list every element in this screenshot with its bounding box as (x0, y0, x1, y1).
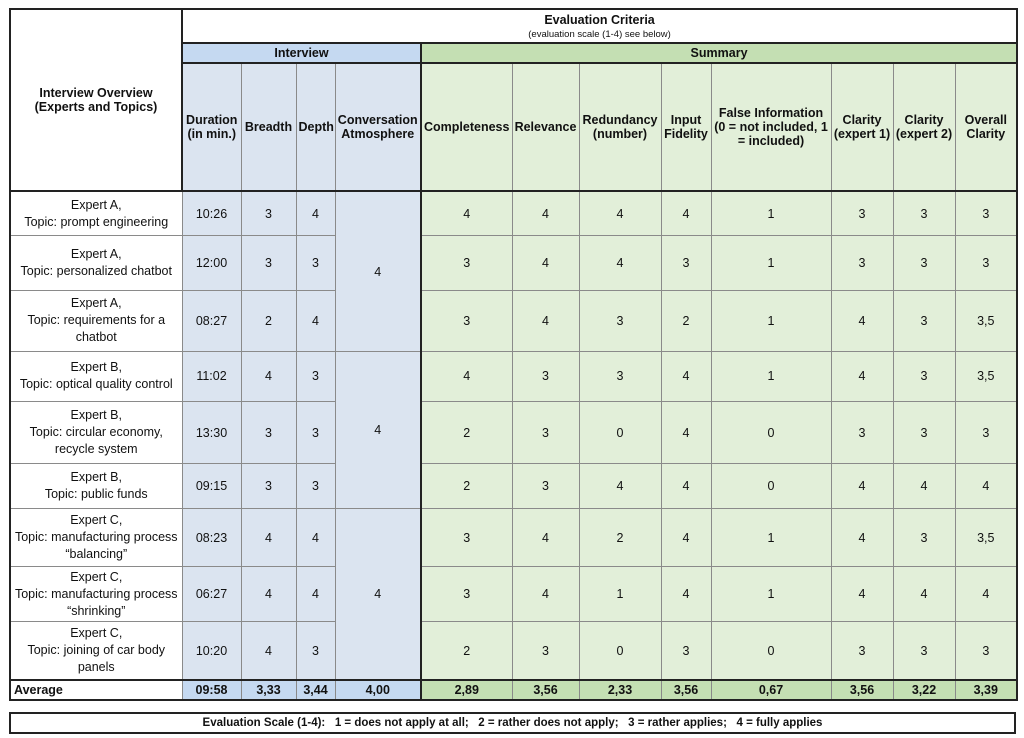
topic-cell (10, 191, 182, 235)
redundancy-cell: 4 (579, 235, 661, 290)
false-info-cell: 0 (711, 464, 831, 509)
expert-name: Expert B, (70, 470, 122, 485)
clarity1-cell: 3 (831, 235, 893, 290)
average-input-fidelity: 3,56 (661, 680, 711, 700)
depth-cell: 3 (296, 622, 335, 680)
expert-name: Expert B, (70, 360, 122, 375)
topic-name: Topic: public funds (44, 487, 148, 502)
breadth-cell: 3 (241, 191, 296, 235)
relevance-cell: 4 (512, 235, 579, 290)
redundancy-cell: 0 (579, 402, 661, 464)
average-clarity2: 3,22 (893, 680, 955, 700)
relevance-cell: 3 (512, 464, 579, 509)
topic-name: Topic: optical quality control (19, 377, 173, 392)
topic-cell (10, 567, 182, 622)
clarity1-cell: 3 (831, 191, 893, 235)
duration-cell: 09:15 (182, 464, 241, 509)
false-info-cell: 1 (711, 191, 831, 235)
overall-clarity-cell: 3 (955, 191, 1017, 235)
completeness-cell: 3 (421, 567, 512, 622)
clarity1-cell: 4 (831, 567, 893, 622)
clarity2-cell: 4 (893, 464, 955, 509)
input-fidelity-cell: 3 (661, 622, 711, 680)
completeness-cell: 3 (421, 290, 512, 351)
topic-name: Topic: requirements for a chatbot (27, 313, 166, 345)
col-breadth: Breadth (241, 63, 296, 191)
depth-cell: 3 (296, 351, 335, 401)
atmosphere-cell: 4 (335, 509, 421, 680)
relevance-cell: 4 (512, 290, 579, 351)
redundancy-cell: 1 (579, 567, 661, 622)
clarity2-cell: 3 (893, 351, 955, 401)
overall-clarity-cell: 3 (955, 235, 1017, 290)
col-redundancy: Redundancy (number) (579, 63, 661, 191)
table-row (10, 351, 1017, 401)
col-overall-clarity: Overall Clarity (955, 63, 1017, 191)
clarity1-cell: 4 (831, 464, 893, 509)
col-clarity1: Clarity (expert 1) (831, 63, 893, 191)
false-info-cell: 0 (711, 402, 831, 464)
input-fidelity-cell: 4 (661, 191, 711, 235)
average-overall-clarity: 3,39 (955, 680, 1017, 700)
col-input-fidelity: Input Fidelity (661, 63, 711, 191)
average-atmosphere: 4,00 (335, 680, 421, 700)
relevance-cell: 4 (512, 191, 579, 235)
topic-cell (10, 235, 182, 290)
input-fidelity-cell: 2 (661, 290, 711, 351)
false-info-cell: 1 (711, 290, 831, 351)
completeness-cell: 4 (421, 191, 512, 235)
clarity2-cell: 3 (893, 290, 955, 351)
breadth-cell: 4 (241, 509, 296, 567)
clarity2-cell: 3 (893, 622, 955, 680)
expert-name: Expert C, (70, 569, 123, 584)
duration-cell: 08:23 (182, 509, 241, 567)
table-row (10, 290, 1017, 351)
topic-cell (10, 402, 182, 464)
completeness-cell: 2 (421, 402, 512, 464)
overall-clarity-cell: 3 (955, 402, 1017, 464)
depth-cell: 3 (296, 235, 335, 290)
clarity1-cell: 3 (831, 622, 893, 680)
depth-cell: 4 (296, 290, 335, 351)
interview-group-header: Interview (182, 43, 421, 63)
clarity1-cell: 4 (831, 290, 893, 351)
input-fidelity-cell: 3 (661, 235, 711, 290)
relevance-cell: 4 (512, 509, 579, 567)
depth-cell: 3 (296, 402, 335, 464)
breadth-cell: 4 (241, 351, 296, 401)
average-row (10, 680, 1017, 700)
expert-name: Expert A, (70, 296, 122, 311)
redundancy-cell: 4 (579, 464, 661, 509)
atmosphere-cell: 4 (335, 191, 421, 351)
average-duration: 09:58 (182, 680, 241, 700)
topic-cell (10, 509, 182, 567)
false-info-cell: 0 (711, 622, 831, 680)
col-atmosphere: Conversation Atmosphere (335, 63, 421, 191)
table-row (10, 235, 1017, 290)
completeness-cell: 3 (421, 235, 512, 290)
topic-name: Topic: circular economy, recycle system (29, 425, 163, 457)
average-breadth: 3,33 (241, 680, 296, 700)
overall-clarity-cell: 3,5 (955, 290, 1017, 351)
average-relevance: 3,56 (512, 680, 579, 700)
topic-name: Topic: joining of car body panels (27, 643, 166, 675)
evaluation-scale-legend: Evaluation Scale (1-4): 1 = does not apply at all; 2 = rather does not apply; 3 = rather applies; 4 = fully applies (9, 712, 1016, 734)
overall-clarity-cell: 3,5 (955, 509, 1017, 567)
table-row (10, 191, 1017, 235)
table-row (10, 622, 1017, 680)
average-false-info: 0,67 (711, 680, 831, 700)
topic-cell (10, 464, 182, 509)
col-relevance: Relevance (512, 63, 579, 191)
criteria-header (182, 9, 1017, 43)
table-row (10, 402, 1017, 464)
completeness-cell: 2 (421, 464, 512, 509)
breadth-cell: 4 (241, 567, 296, 622)
expert-name: Expert B, (70, 408, 122, 423)
average-completeness: 2,89 (421, 680, 512, 700)
overview-header (10, 9, 182, 191)
relevance-cell: 4 (512, 567, 579, 622)
redundancy-cell: 3 (579, 290, 661, 351)
breadth-cell: 4 (241, 622, 296, 680)
criteria-note: (evaluation scale (1-4) see below) (528, 28, 671, 40)
false-info-cell: 1 (711, 351, 831, 401)
overall-clarity-cell: 4 (955, 567, 1017, 622)
duration-cell: 11:02 (182, 351, 241, 401)
clarity1-cell: 4 (831, 509, 893, 567)
depth-cell: 4 (296, 509, 335, 567)
topic-name: Topic: manufacturing process “balancing” (14, 530, 178, 562)
evaluation-table (9, 8, 1018, 701)
duration-cell: 06:27 (182, 567, 241, 622)
col-false-info: False Information (0 = not included, 1 = included) (711, 63, 831, 191)
duration-cell: 12:00 (182, 235, 241, 290)
topic-name: Topic: prompt engineering (24, 214, 169, 229)
false-info-cell: 1 (711, 509, 831, 567)
clarity2-cell: 3 (893, 191, 955, 235)
redundancy-cell: 0 (579, 622, 661, 680)
topic-name: Topic: manufacturing process “shrinking” (14, 586, 178, 618)
completeness-cell: 4 (421, 351, 512, 401)
average-redundancy: 2,33 (579, 680, 661, 700)
breadth-cell: 3 (241, 402, 296, 464)
breadth-cell: 2 (241, 290, 296, 351)
clarity1-cell: 4 (831, 351, 893, 401)
breadth-cell: 3 (241, 464, 296, 509)
redundancy-cell: 3 (579, 351, 661, 401)
topic-cell (10, 622, 182, 680)
summary-group-header: Summary (421, 43, 1017, 63)
expert-name: Expert C, (70, 626, 123, 641)
relevance-cell: 3 (512, 622, 579, 680)
input-fidelity-cell: 4 (661, 567, 711, 622)
col-duration: Duration (in min.) (182, 63, 241, 191)
clarity2-cell: 3 (893, 402, 955, 464)
depth-cell: 4 (296, 567, 335, 622)
topic-cell (10, 351, 182, 401)
col-clarity2: Clarity (expert 2) (893, 63, 955, 191)
input-fidelity-cell: 4 (661, 402, 711, 464)
topic-cell (10, 290, 182, 351)
depth-cell: 4 (296, 191, 335, 235)
clarity2-cell: 3 (893, 509, 955, 567)
table-row (10, 567, 1017, 622)
completeness-cell: 2 (421, 622, 512, 680)
duration-cell: 10:20 (182, 622, 241, 680)
col-completeness: Completeness (421, 63, 512, 191)
duration-cell: 08:27 (182, 290, 241, 351)
average-label: Average (10, 680, 182, 700)
topic-name: Topic: personalized chatbot (20, 263, 172, 278)
overall-clarity-cell: 3 (955, 622, 1017, 680)
duration-cell: 10:26 (182, 191, 241, 235)
duration-cell: 13:30 (182, 402, 241, 464)
clarity2-cell: 4 (893, 567, 955, 622)
col-depth: Depth (296, 63, 335, 191)
expert-name: Expert A, (70, 197, 122, 212)
average-clarity1: 3,56 (831, 680, 893, 700)
input-fidelity-cell: 4 (661, 464, 711, 509)
overview-title: Interview Overview (Experts and Topics) (34, 86, 158, 115)
completeness-cell: 3 (421, 509, 512, 567)
false-info-cell: 1 (711, 567, 831, 622)
overall-clarity-cell: 4 (955, 464, 1017, 509)
overall-clarity-cell: 3,5 (955, 351, 1017, 401)
relevance-cell: 3 (512, 402, 579, 464)
criteria-title: Evaluation Criteria (544, 12, 655, 27)
input-fidelity-cell: 4 (661, 509, 711, 567)
clarity1-cell: 3 (831, 402, 893, 464)
breadth-cell: 3 (241, 235, 296, 290)
input-fidelity-cell: 4 (661, 351, 711, 401)
atmosphere-cell: 4 (335, 351, 421, 508)
redundancy-cell: 2 (579, 509, 661, 567)
table-row (10, 509, 1017, 567)
clarity2-cell: 3 (893, 235, 955, 290)
table-row (10, 464, 1017, 509)
false-info-cell: 1 (711, 235, 831, 290)
relevance-cell: 3 (512, 351, 579, 401)
depth-cell: 3 (296, 464, 335, 509)
average-depth: 3,44 (296, 680, 335, 700)
expert-name: Expert C, (70, 513, 123, 528)
redundancy-cell: 4 (579, 191, 661, 235)
expert-name: Expert A, (70, 246, 122, 261)
